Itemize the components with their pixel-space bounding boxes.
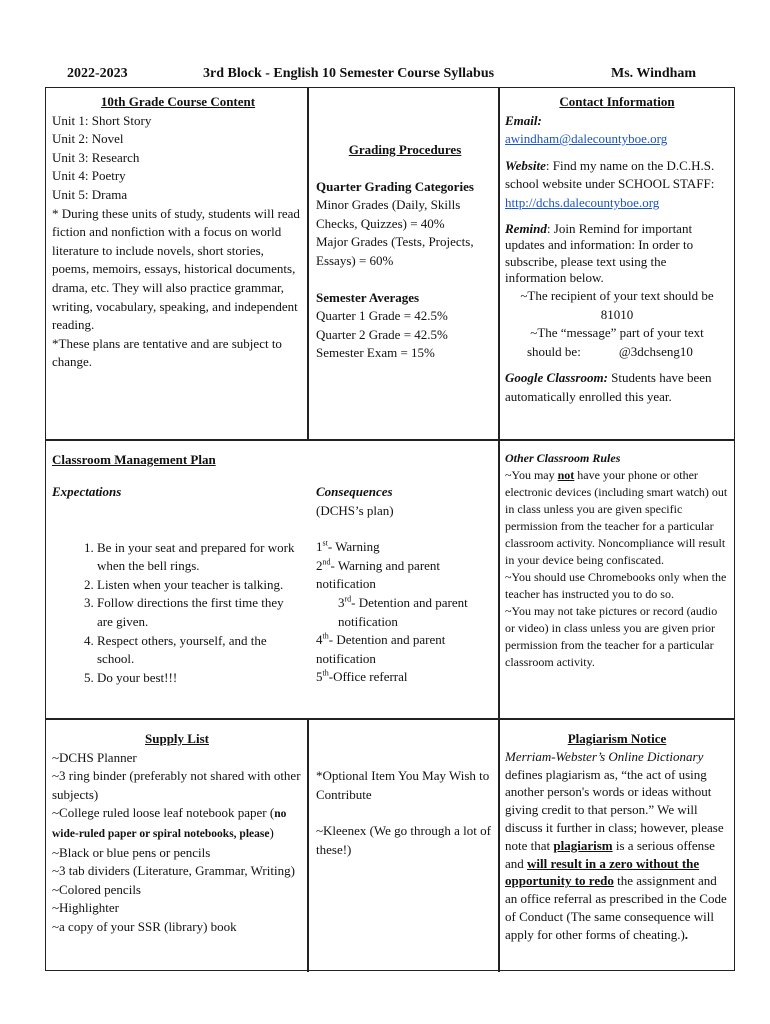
rule-phones: ~You may not have your phone or other electronic devices (including smart watch) out in class unless you are given specific permission from the teacher for a particular classroom activity. Noncompliance will result in your device being confiscated. [505, 468, 728, 567]
optional-supply-item: ~Kleenex (We go through a lot of these!) [316, 823, 491, 857]
plagiarism-heading: Plagiarism Notice [567, 731, 667, 746]
minor-grades: Minor Grades (Daily, Skills Checks, Quizzes) = 40% [316, 197, 461, 231]
supply-item: ~3 tab dividers (Literature, Grammar, Writing) [52, 863, 295, 879]
unit-item: Unit 3: Research [52, 149, 140, 165]
remind-recipient: ~The recipient of your text should be [520, 287, 714, 303]
grading-cell [316, 141, 494, 363]
contact-heading: Contact Information [559, 94, 675, 109]
expectation-item: 3. Follow directions the first time they are given. [97, 594, 302, 631]
consequence-item: 1st- Warning [316, 538, 380, 555]
consequence-item: 5th-Office referral [316, 669, 408, 685]
major-grades: Major Grades (Tests, Projects, Essays) = 60% [316, 234, 474, 268]
column-divider [307, 88, 309, 439]
expectations-column [52, 483, 302, 687]
consequences-column [316, 483, 491, 687]
grading-heading: Grading Procedures [348, 142, 462, 157]
column-divider [498, 88, 500, 972]
consequence-item: 3rd- Detention and parent notification [338, 594, 468, 629]
school-year: 2022-2023 [67, 66, 128, 81]
expectation-item: 4. Respect others, yourself, and the school. [97, 632, 302, 669]
quarter2-weight: Quarter 2 Grade = 42.5% [316, 326, 448, 342]
remind-label: Remind [505, 220, 547, 236]
email-label: Email: [505, 112, 542, 128]
supply-cell [52, 730, 302, 937]
remind-number: 81010 [600, 306, 634, 322]
row-divider [46, 718, 734, 720]
consequence-item: 4th- Detention and parent notification [316, 631, 446, 666]
remind-message: ~The “message” part of your text [530, 325, 704, 341]
optional-supply-cell [316, 767, 494, 859]
quarter-categories-heading: Quarter Grading Categories [316, 178, 474, 194]
course-content-cell [52, 93, 304, 372]
consequences-heading: Consequences [316, 484, 393, 499]
syllabus-title: 3rd Block - English 10 Semester Course Syllabus [203, 66, 495, 81]
expectations-heading: Expectations [52, 484, 122, 499]
exam-weight: Semester Exam = 15% [316, 345, 435, 361]
consequences-subheading: (DCHS’s plan) [316, 502, 394, 518]
supply-item: ~3 ring binder (preferably not shared with other subjects) [52, 768, 301, 802]
supply-item: ~Black or blue pens or pencils [52, 844, 211, 860]
syllabus-header [45, 66, 735, 86]
supply-item: ~Colored pencils [52, 881, 141, 897]
supply-heading: Supply List [145, 731, 209, 746]
supply-item: ~DCHS Planner [52, 749, 137, 765]
unit-item: Unit 5: Drama [52, 186, 128, 202]
website-text: : Find my name on the D.C.H.S. school website under SCHOOL STAFF: [505, 157, 715, 192]
unit-item: Unit 4: Poetry [52, 168, 126, 184]
quarter1-weight: Quarter 1 Grade = 42.5% [316, 308, 448, 324]
plagiarism-cell [505, 730, 729, 944]
rules-cell [505, 450, 729, 671]
expectation-item: 2. Listen when your teacher is talking. [97, 576, 302, 595]
contact-cell [505, 93, 729, 407]
semester-averages-heading: Semester Averages [316, 289, 420, 305]
course-note: * During these units of study, students will read fiction and nonfiction with a focus on world literature to include novels, short stories, poems, memoirs, essays, historical documents, drama, etc. They will also practice grammar, writing, vocabulary, speaking, and independent reading. [52, 205, 300, 333]
consequence-item: 2nd- Warning and parent notification [316, 557, 441, 592]
management-cell [52, 451, 497, 470]
remind-code: @3dchseng10 [618, 343, 693, 359]
rule-chromebooks: ~You should use Chromebooks only when the teacher has instructed you to do so. [505, 570, 727, 601]
remind-should-be: should be: [527, 343, 581, 359]
google-classroom-text: Students have been automatically enrolled this year. [505, 370, 712, 404]
rules-heading: Other Classroom Rules [505, 451, 621, 465]
row-divider [46, 439, 734, 441]
supply-item: ~College ruled loose leaf notebook paper (no wide-ruled paper or spiral notebooks, please) [52, 805, 287, 840]
website-link[interactable]: http://dchs.dalecountyboe.org [505, 194, 660, 210]
course-disclaimer: *These plans are tentative and are subject to change. [52, 335, 282, 370]
plagiarism-text: Merriam-Webster’s Online Dictionary defines plagiarism as, “the act of using another person's words or ideas without giving credit to that person.” We will discuss it further in class; however, please note that plagiarism is a serious offense and will result in a zero without the opportunity to redo the assignment and an office referral as prescribed in the Code of Conduct (The same consequence will apply for other forms of cheating.). [505, 748, 727, 942]
teacher-name: Ms. Windham [611, 66, 697, 81]
supply-item: ~Highlighter [52, 900, 119, 916]
column-divider [307, 718, 309, 972]
website-label: Website [505, 157, 546, 173]
email-link[interactable]: awindham@dalecountyboe.org [505, 131, 668, 147]
expectations-list [52, 539, 302, 688]
rule-recording: ~You may not take pictures or record (audio or video) in class unless you are given prior permission from the teacher for a particular classroom activity. [505, 604, 718, 669]
expectation-item: 1. Be in your seat and prepared for work when the bell rings. [97, 539, 302, 576]
syllabus-table [45, 87, 735, 971]
unit-item: Unit 2: Novel [52, 131, 124, 147]
supply-item: ~a copy of your SSR (library) book [52, 918, 237, 934]
remind-text: : Join Remind for important updates and information: In order to subscribe, please text using the information below. [505, 220, 694, 286]
unit-item: Unit 1: Short Story [52, 112, 152, 128]
course-content-heading: 10th Grade Course Content [100, 94, 256, 109]
management-heading: Classroom Management Plan [52, 452, 216, 467]
expectation-item: 5. Do your best!!! [97, 669, 302, 688]
google-classroom-label: Google Classroom: [505, 370, 608, 386]
optional-supply-heading: *Optional Item You May Wish to Contribute [316, 768, 490, 802]
